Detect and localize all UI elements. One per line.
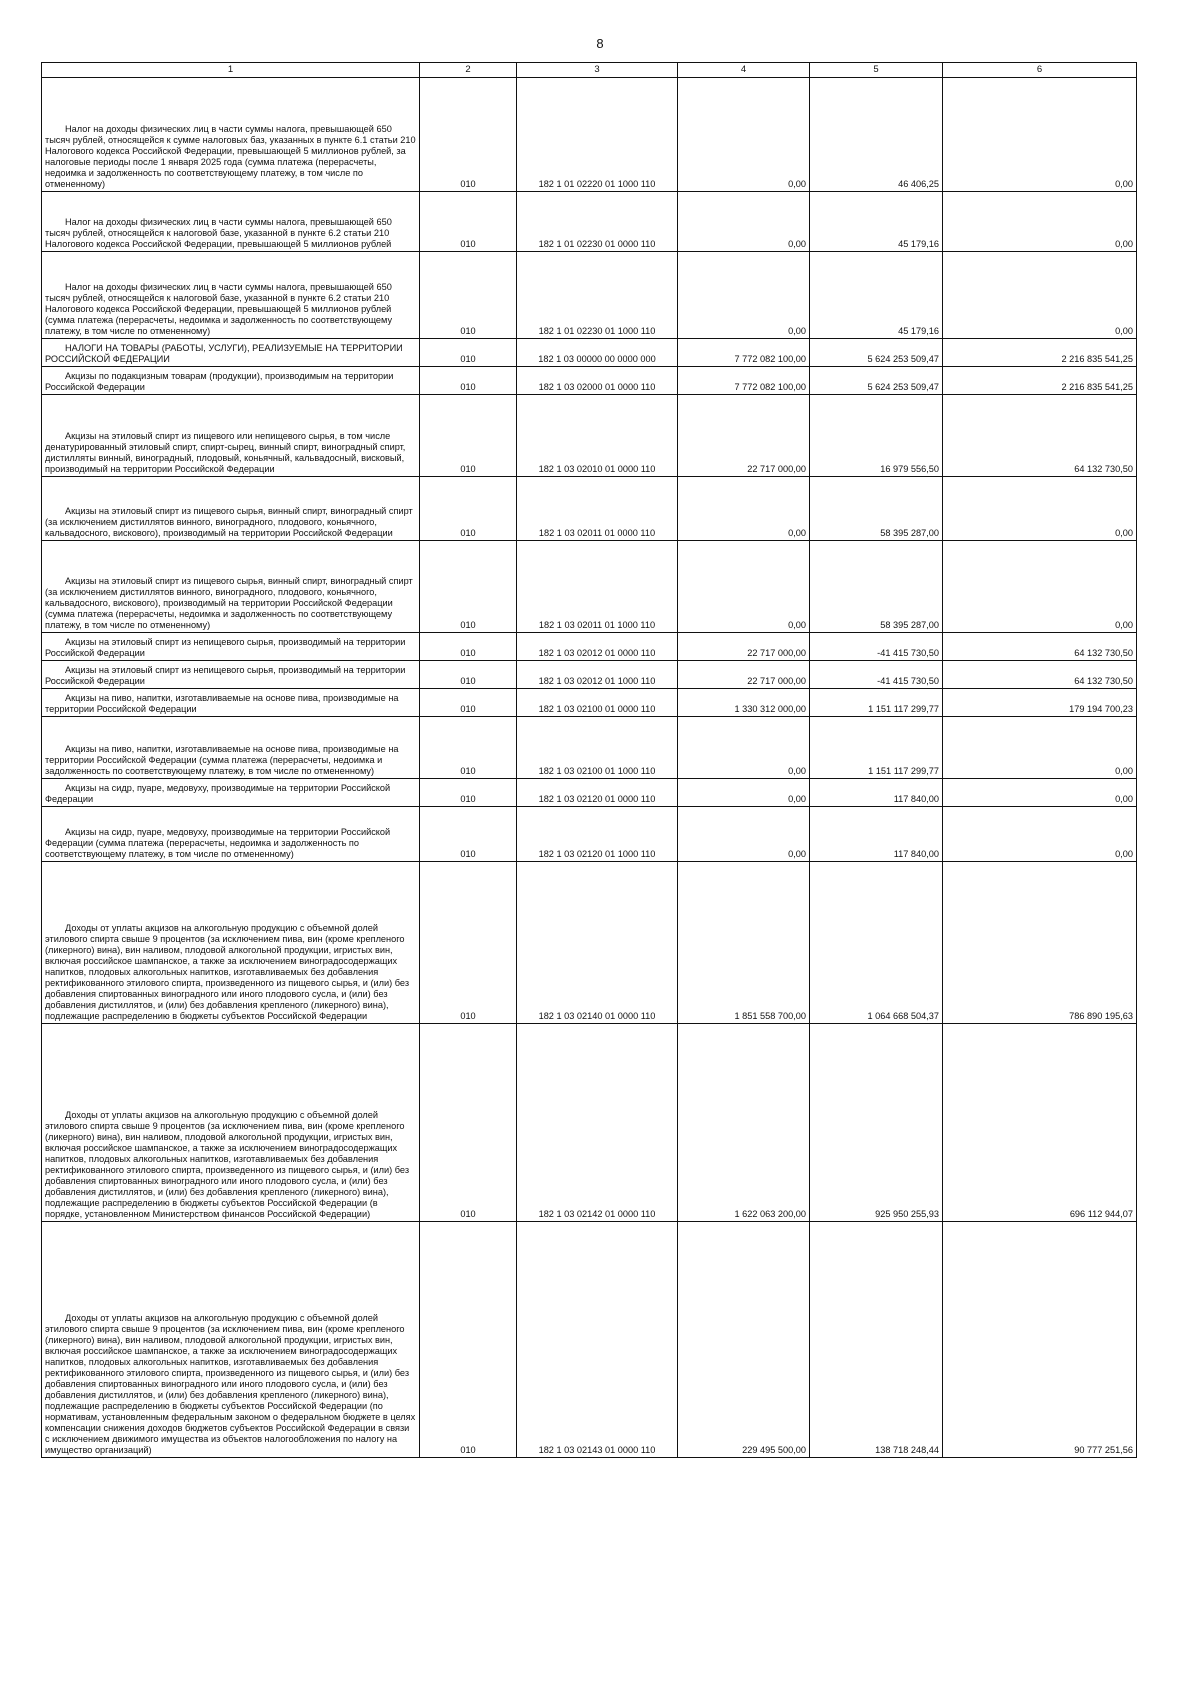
- row-unexecuted-amount-cell: 64 132 730,50: [943, 395, 1137, 477]
- page-number: 8: [596, 36, 604, 51]
- row-budget-code-cell: 182 1 03 02011 01 1000 110: [517, 541, 678, 633]
- row-name-cell: Акцизы на сидр, пуаре, медовуху, производимые на территории Российской Федерации: [42, 779, 420, 807]
- row-name-cell: Акцизы на этиловый спирт из непищевого сырья, производимый на территории Российской Федерации: [42, 633, 420, 661]
- row-line-code-cell: 010: [420, 1024, 517, 1222]
- row-unexecuted-amount-cell: 179 194 700,23: [943, 689, 1137, 717]
- row-line-code-cell: 010: [420, 395, 517, 477]
- row-name-cell: Акцизы на этиловый спирт из непищевого сырья, производимый на территории Российской Федерации: [42, 661, 420, 689]
- row-line-code-cell: 010: [420, 633, 517, 661]
- table-row: [42, 78, 1137, 192]
- row-line-code-cell: 010: [420, 807, 517, 862]
- row-approved-amount-cell: 0,00: [678, 192, 810, 252]
- row-budget-code-cell: 182 1 03 02143 01 0000 110: [517, 1222, 678, 1458]
- row-line-code-cell: 010: [420, 661, 517, 689]
- row-name-cell: Акцизы на пиво, напитки, изготавливаемые на основе пива, производимые на территории Российской Федерации (сумма платежа (перерасчеты, недоимка и задолженность по соответствующему платежу, в том числе по отмененному): [42, 717, 420, 779]
- row-budget-code-cell: 182 1 03 02120 01 1000 110: [517, 807, 678, 862]
- row-line-code-cell: 010: [420, 252, 517, 339]
- row-name-cell: Акцизы на сидр, пуаре, медовуху, производимые на территории Российской Федерации (сумма платежа (перерасчеты, недоимка и задолженность по соответствующему платежу, в том числе по отмененному): [42, 807, 420, 862]
- table-row: [42, 1222, 1137, 1458]
- table-row: [42, 541, 1137, 633]
- revenue-table: [41, 62, 1137, 1458]
- row-line-code-cell: 010: [420, 1222, 517, 1458]
- row-line-code-cell: 010: [420, 339, 517, 367]
- row-executed-amount-cell: 5 624 253 509,47: [810, 339, 943, 367]
- row-budget-code-cell: 182 1 03 02010 01 0000 110: [517, 395, 678, 477]
- row-unexecuted-amount-cell: 0,00: [943, 717, 1137, 779]
- row-unexecuted-amount-cell: 696 112 944,07: [943, 1024, 1137, 1222]
- row-approved-amount-cell: 1 622 063 200,00: [678, 1024, 810, 1222]
- row-approved-amount-cell: 0,00: [678, 477, 810, 541]
- row-line-code-cell: 010: [420, 689, 517, 717]
- row-executed-amount-cell: 117 840,00: [810, 807, 943, 862]
- row-name-cell: Налог на доходы физических лиц в части суммы налога, превышающей 650 тысяч рублей, относящейся к сумме налоговых баз, указанных в пункте 6.1 статьи 210 Налогового кодекса Российской Федерации, превышающей 5 миллионов рублей, за налоговые периоды после 1 января 2025 года (сумма платежа (перерасчеты, недоимка и задолженность по соответствующему платежу, в том числе по отмененному): [42, 78, 420, 192]
- column-header-1: 1: [42, 63, 420, 78]
- table-row: [42, 717, 1137, 779]
- row-approved-amount-cell: 0,00: [678, 717, 810, 779]
- row-unexecuted-amount-cell: 0,00: [943, 252, 1137, 339]
- row-executed-amount-cell: 45 179,16: [810, 192, 943, 252]
- row-name-cell: Акцизы по подакцизным товарам (продукции), производимым на территории Российской Федерации: [42, 367, 420, 395]
- row-name-cell: Налог на доходы физических лиц в части суммы налога, превышающей 650 тысяч рублей, относящейся к налоговой базе, указанной в пункте 6.2 статьи 210 Налогового кодекса Российской Федерации, превышающей 5 миллионов рублей (сумма платежа (перерасчеты, недоимка и задолженность по соответствующему платежу, в том числе по отмененному): [42, 252, 420, 339]
- row-name-cell: Акцизы на этиловый спирт из пищевого сырья, винный спирт, виноградный спирт (за исключением дистиллятов винного, виноградного, плодового, коньячного, кальвадосного, вискового), производимый на территории Российской Федерации (сумма платежа (перерасчеты, недоимка и задолженность по соответствующему платежу, в том числе по отмененному): [42, 541, 420, 633]
- table-body: [42, 78, 1137, 1458]
- column-header-4: 4: [678, 63, 810, 78]
- row-unexecuted-amount-cell: 0,00: [943, 779, 1137, 807]
- row-line-code-cell: 010: [420, 541, 517, 633]
- row-unexecuted-amount-cell: 64 132 730,50: [943, 633, 1137, 661]
- row-approved-amount-cell: 0,00: [678, 779, 810, 807]
- row-budget-code-cell: 182 1 01 02230 01 1000 110: [517, 252, 678, 339]
- row-executed-amount-cell: 1 151 117 299,77: [810, 717, 943, 779]
- row-executed-amount-cell: 58 395 287,00: [810, 541, 943, 633]
- table-row: [42, 339, 1137, 367]
- row-approved-amount-cell: 229 495 500,00: [678, 1222, 810, 1458]
- row-approved-amount-cell: 0,00: [678, 252, 810, 339]
- table-row: [42, 862, 1137, 1024]
- column-header-3: 3: [517, 63, 678, 78]
- row-name-cell: Акцизы на пиво, напитки, изготавливаемые на основе пива, производимые на территории Российской Федерации: [42, 689, 420, 717]
- table-header-row: [42, 63, 1137, 78]
- row-budget-code-cell: 182 1 03 02142 01 0000 110: [517, 1024, 678, 1222]
- row-unexecuted-amount-cell: 2 216 835 541,25: [943, 367, 1137, 395]
- row-budget-code-cell: 182 1 03 02120 01 0000 110: [517, 779, 678, 807]
- column-header-6: 6: [943, 63, 1137, 78]
- table-row: [42, 477, 1137, 541]
- row-unexecuted-amount-cell: 64 132 730,50: [943, 661, 1137, 689]
- table-row: [42, 395, 1137, 477]
- row-line-code-cell: 010: [420, 477, 517, 541]
- row-approved-amount-cell: 1 851 558 700,00: [678, 862, 810, 1024]
- row-executed-amount-cell: -41 415 730,50: [810, 633, 943, 661]
- table-row: [42, 689, 1137, 717]
- row-unexecuted-amount-cell: 0,00: [943, 541, 1137, 633]
- row-executed-amount-cell: 58 395 287,00: [810, 477, 943, 541]
- row-executed-amount-cell: 1 151 117 299,77: [810, 689, 943, 717]
- table-row: [42, 367, 1137, 395]
- row-line-code-cell: 010: [420, 779, 517, 807]
- row-budget-code-cell: 182 1 03 02011 01 0000 110: [517, 477, 678, 541]
- row-approved-amount-cell: 22 717 000,00: [678, 661, 810, 689]
- row-name-cell: Доходы от уплаты акцизов на алкогольную продукцию с объемной долей этилового спирта свыше 9 процентов (за исключением пива, вин (кроме крепленого (ликерного) вина), вин наливом, плодовой алкогольной продукции, игристых вин, включая российское шампанское, а также за исключением виноградосодержащих напитков, плодовых алкогольных напитков, изготавливаемых без добавления ректификованного этилового спирта, произведенного из пищевого сырья, и (или) без добавления спиртованных виноградного или иного плодового сусла, и (или) без добавления дистиллятов, и (или) без добавления крепленого (ликерного) вина), подлежащие распределению в бюджеты субъектов Российской Федерации: [42, 862, 420, 1024]
- row-executed-amount-cell: 5 624 253 509,47: [810, 367, 943, 395]
- row-name-cell: Доходы от уплаты акцизов на алкогольную продукцию с объемной долей этилового спирта свыше 9 процентов (за исключением пива, вин (кроме крепленого (ликерного) вина), вин наливом, плодовой алкогольной продукции, игристых вин, включая российское шампанское, а также за исключением виноградосодержащих напитков, плодовых алкогольных напитков, изготавливаемых без добавления ректификованного этилового спирта, произведенного из пищевого сырья, и (или) без добавления спиртованных виноградного или иного плодового сусла, и (или) без добавления дистиллятов, и (или) без добавления крепленого (ликерного) вина), подлежащие распределению в бюджеты субъектов Российской Федерации (в порядке, установленном Министерством финансов Российской Федерации): [42, 1024, 420, 1222]
- row-unexecuted-amount-cell: 0,00: [943, 477, 1137, 541]
- row-approved-amount-cell: 7 772 082 100,00: [678, 339, 810, 367]
- row-approved-amount-cell: 0,00: [678, 541, 810, 633]
- row-line-code-cell: 010: [420, 192, 517, 252]
- row-line-code-cell: 010: [420, 862, 517, 1024]
- row-executed-amount-cell: 16 979 556,50: [810, 395, 943, 477]
- row-approved-amount-cell: 0,00: [678, 78, 810, 192]
- row-executed-amount-cell: 117 840,00: [810, 779, 943, 807]
- row-line-code-cell: 010: [420, 367, 517, 395]
- row-budget-code-cell: 182 1 03 02100 01 1000 110: [517, 717, 678, 779]
- row-approved-amount-cell: 0,00: [678, 807, 810, 862]
- row-executed-amount-cell: -41 415 730,50: [810, 661, 943, 689]
- row-budget-code-cell: 182 1 01 02230 01 0000 110: [517, 192, 678, 252]
- row-unexecuted-amount-cell: 0,00: [943, 807, 1137, 862]
- row-budget-code-cell: 182 1 03 02140 01 0000 110: [517, 862, 678, 1024]
- row-budget-code-cell: 182 1 03 00000 00 0000 000: [517, 339, 678, 367]
- row-budget-code-cell: 182 1 03 02100 01 0000 110: [517, 689, 678, 717]
- row-name-cell: Акцизы на этиловый спирт из пищевого сырья, винный спирт, виноградный спирт (за исключением дистиллятов винного, виноградного, плодового, коньячного, кальвадосного, вискового), производимый на территории Российской Федерации: [42, 477, 420, 541]
- row-name-cell: Налог на доходы физических лиц в части суммы налога, превышающей 650 тысяч рублей, относящейся к налоговой базе, указанной в пункте 6.2 статьи 210 Налогового кодекса Российской Федерации, превышающей 5 миллионов рублей: [42, 192, 420, 252]
- row-unexecuted-amount-cell: 786 890 195,63: [943, 862, 1137, 1024]
- table-row: [42, 192, 1137, 252]
- row-name-cell: Доходы от уплаты акцизов на алкогольную продукцию с объемной долей этилового спирта свыше 9 процентов (за исключением пива, вин (кроме крепленого (ликерного) вина), вин наливом, плодовой алкогольной продукции, игристых вин, включая российское шампанское, а также за исключением виноградосодержащих напитков, плодовых алкогольных напитков, изготавливаемых без добавления ректификованного этилового спирта, произведенного из пищевого сырья, и (или) без добавления спиртованных виноградного или иного плодового сусла, и (или) без добавления дистиллятов, и (или) без добавления крепленого (ликерного) вина), подлежащие распределению в бюджеты субъектов Российской Федерации (по нормативам, установленным федеральным законом о федеральном бюджете в целях компенсации снижения доходов бюджетов субъектов Российской Федерации в связи с исключением движимого имущества из объектов налогообложения по налогу на имущество организаций): [42, 1222, 420, 1458]
- column-header-2: 2: [420, 63, 517, 78]
- table-row: [42, 252, 1137, 339]
- column-header-5: 5: [810, 63, 943, 78]
- row-executed-amount-cell: 45 179,16: [810, 252, 943, 339]
- row-executed-amount-cell: 1 064 668 504,37: [810, 862, 943, 1024]
- row-budget-code-cell: 182 1 03 02000 01 0000 110: [517, 367, 678, 395]
- row-budget-code-cell: 182 1 03 02012 01 1000 110: [517, 661, 678, 689]
- row-unexecuted-amount-cell: 0,00: [943, 78, 1137, 192]
- table-row: [42, 661, 1137, 689]
- table-row: [42, 807, 1137, 862]
- row-unexecuted-amount-cell: 90 777 251,56: [943, 1222, 1137, 1458]
- row-executed-amount-cell: 46 406,25: [810, 78, 943, 192]
- row-approved-amount-cell: 22 717 000,00: [678, 633, 810, 661]
- row-unexecuted-amount-cell: 0,00: [943, 192, 1137, 252]
- row-budget-code-cell: 182 1 01 02220 01 1000 110: [517, 78, 678, 192]
- row-approved-amount-cell: 22 717 000,00: [678, 395, 810, 477]
- row-line-code-cell: 010: [420, 78, 517, 192]
- table-row: [42, 1024, 1137, 1222]
- table-row: [42, 779, 1137, 807]
- row-unexecuted-amount-cell: 2 216 835 541,25: [943, 339, 1137, 367]
- row-approved-amount-cell: 7 772 082 100,00: [678, 367, 810, 395]
- table-row: [42, 633, 1137, 661]
- row-approved-amount-cell: 1 330 312 000,00: [678, 689, 810, 717]
- row-executed-amount-cell: 138 718 248,44: [810, 1222, 943, 1458]
- row-name-cell: Акцизы на этиловый спирт из пищевого или непищевого сырья, в том числе денатурированный этиловый спирт, спирт-сырец, винный спирт, виноградный спирт, дистилляты винный, виноградный, плодовый, коньячный, кальвадосный, висковый, производимый на территории Российской Федерации: [42, 395, 420, 477]
- row-budget-code-cell: 182 1 03 02012 01 0000 110: [517, 633, 678, 661]
- row-line-code-cell: 010: [420, 717, 517, 779]
- row-executed-amount-cell: 925 950 255,93: [810, 1024, 943, 1222]
- row-name-cell: НАЛОГИ НА ТОВАРЫ (РАБОТЫ, УСЛУГИ), РЕАЛИЗУЕМЫЕ НА ТЕРРИТОРИИ РОССИЙСКОЙ ФЕДЕРАЦИИ: [42, 339, 420, 367]
